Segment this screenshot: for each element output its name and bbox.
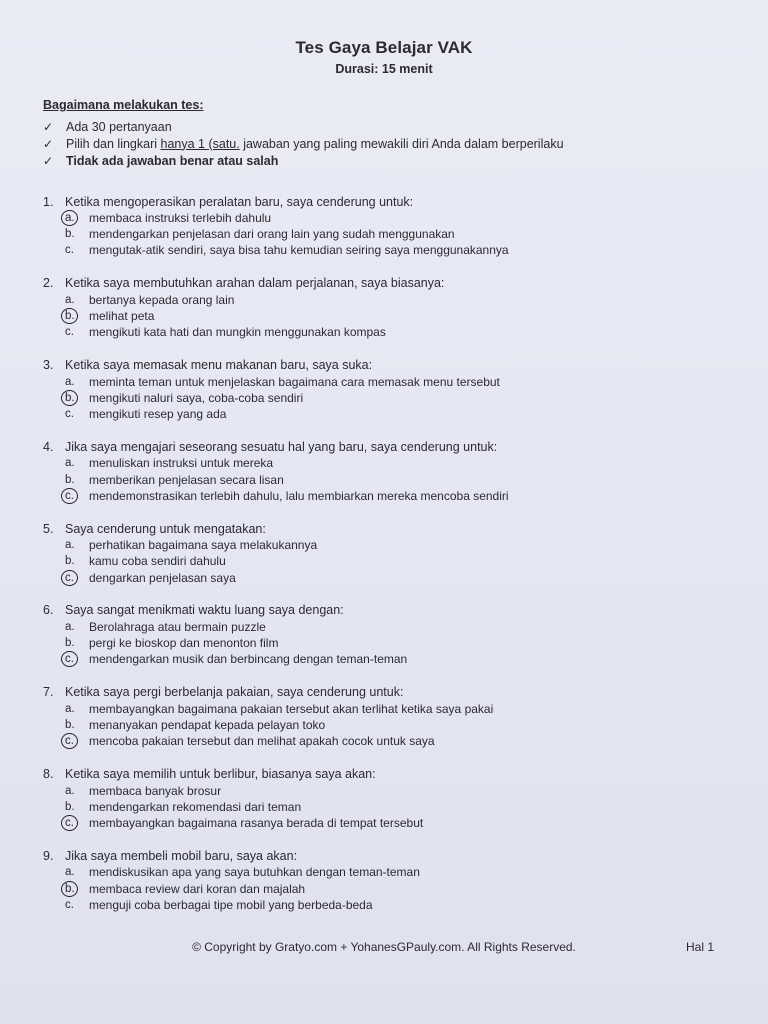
- question-text: Ketika saya membutuhkan arahan dalam perjalanan, saya biasanya:: [65, 276, 445, 291]
- question-list: [43, 193, 733, 929]
- answer-option: [43, 488, 733, 504]
- answer-option: [43, 570, 733, 586]
- option-text: mengikuti kata hati dan mungkin menggunakan kompas: [89, 325, 386, 340]
- instructions-list: [43, 118, 723, 169]
- option-letter: c.: [65, 408, 74, 421]
- circled-answer-letter: a.: [65, 212, 89, 224]
- option-text: memberikan penjelasan secara lisan: [89, 472, 284, 487]
- circled-answer-letter: c.: [65, 735, 89, 747]
- answer-option: [43, 701, 733, 717]
- option-letter: a.: [65, 784, 75, 797]
- option-letter: a.: [65, 375, 75, 388]
- question-line: [43, 602, 733, 619]
- circled-answer-letter: b.: [65, 883, 89, 895]
- instruction-text-underlined: hanya 1 (satu.: [160, 136, 240, 151]
- answer-option: [43, 210, 733, 226]
- circled-answer-letter: c.: [65, 817, 89, 829]
- circled-answer-letter: c.: [65, 572, 89, 584]
- option-text: Berolahraga atau bermain puzzle: [89, 620, 266, 635]
- question-number: 5.: [43, 521, 54, 536]
- instruction-text: Tidak ada jawaban benar atau salah: [66, 153, 279, 168]
- answer-option: [43, 324, 733, 340]
- question-text: Ketika saya memilih untuk berlibur, biasanya saya akan:: [65, 767, 376, 782]
- checkmark-icon: ✓: [43, 136, 54, 151]
- option-text: membaca instruksi terlebih dahulu: [89, 211, 272, 226]
- question-line: [43, 684, 733, 701]
- question-text: Ketika mengoperasikan peralatan baru, saya cenderung untuk:: [65, 194, 414, 209]
- option-text: mendengarkan rekomendasi dari teman: [89, 799, 302, 814]
- instruction-text-part: jawaban yang paling mewakili diri Anda dalam berperilaku: [239, 136, 564, 151]
- question-item: [43, 520, 733, 602]
- answer-option: [43, 783, 733, 799]
- option-text: meminta teman untuk menjelaskan bagaimana cara memasak menu tersebut: [89, 374, 500, 389]
- answer-option: [43, 619, 733, 635]
- option-text: perhatikan bagaimana saya melakukannya: [89, 538, 318, 553]
- question-item: [43, 602, 733, 684]
- circled-answer-letter: b.: [65, 310, 89, 322]
- instruction-item: [43, 152, 723, 169]
- option-text: mengikuti resep yang ada: [89, 407, 227, 422]
- answer-option: [43, 308, 733, 324]
- question-number: 7.: [43, 685, 54, 700]
- option-letter: c.: [65, 326, 74, 339]
- circled-answer-letter: b.: [65, 392, 89, 404]
- document-duration: Durasi: 15 menit: [335, 62, 433, 76]
- option-text: mendiskusikan apa yang saya butuhkan dengan teman-teman: [89, 865, 420, 880]
- instruction-text: [66, 137, 564, 151]
- option-letter: b.: [65, 555, 75, 568]
- option-letter: a.: [65, 539, 75, 552]
- circled-answer-letter: c.: [65, 490, 89, 502]
- option-letter: a.: [65, 866, 75, 879]
- question-line: [43, 438, 733, 455]
- question-line: [43, 766, 733, 783]
- option-text: pergi ke bioskop dan menonton film: [89, 636, 279, 651]
- question-number: 6.: [43, 603, 54, 618]
- option-text: bertanya kepada orang lain: [89, 292, 235, 307]
- option-letter: a.: [65, 293, 75, 306]
- answer-option: [43, 553, 733, 569]
- option-text: menanyakan pendapat kepada pelayan toko: [89, 718, 326, 733]
- option-letter: a.: [65, 702, 75, 715]
- option-letter: b.: [65, 228, 75, 241]
- question-item: [43, 684, 733, 766]
- circled-answer-letter: c.: [65, 653, 89, 665]
- option-letter: b.: [65, 637, 75, 650]
- question-line: [43, 193, 733, 210]
- option-text: kamu coba sendiri dahulu: [89, 554, 226, 569]
- question-text: Ketika saya pergi berbelanja pakaian, saya cenderung untuk:: [65, 685, 404, 700]
- instruction-text: Ada 30 pertanyaan: [66, 119, 172, 134]
- answer-option: [43, 815, 733, 831]
- question-item: [43, 357, 733, 439]
- option-text: mencoba pakaian tersebut dan melihat apakah cocok untuk saya: [89, 734, 435, 749]
- option-text: membayangkan bagaimana pakaian tersebut akan terlihat ketika saya pakai: [89, 701, 494, 716]
- question-item: [43, 766, 733, 848]
- option-letter: b.: [65, 800, 75, 813]
- checkmark-icon: ✓: [43, 119, 54, 134]
- option-text: mendemonstrasikan terlebih dahulu, lalu membiarkan mereka mencoba sendiri: [89, 488, 509, 503]
- question-item: [43, 193, 733, 275]
- instructions-heading: Bagaimana melakukan tes:: [43, 98, 204, 112]
- question-number: 2.: [43, 276, 54, 291]
- answer-option: [43, 406, 733, 422]
- question-item: [43, 847, 733, 929]
- answer-option: [43, 472, 733, 488]
- option-text: melihat peta: [89, 309, 155, 324]
- question-line: [43, 275, 733, 292]
- option-letter: a.: [65, 457, 75, 470]
- answer-option: [43, 635, 733, 651]
- question-item: [43, 275, 733, 357]
- question-line: [43, 847, 733, 864]
- question-item: [43, 438, 733, 520]
- answer-option: [43, 537, 733, 553]
- answer-option: [43, 864, 733, 880]
- document-title: Tes Gaya Belajar VAK: [295, 38, 473, 57]
- option-text: membaca review dari koran dan majalah: [89, 881, 306, 896]
- question-number: 1.: [43, 194, 54, 209]
- answer-option: [43, 242, 733, 258]
- option-letter: c.: [65, 898, 74, 911]
- question-text: Saya sangat menikmati waktu luang saya dengan:: [65, 603, 344, 618]
- question-number: 3.: [43, 358, 54, 373]
- option-text: membayangkan bagaimana rasanya berada di tempat tersebut: [89, 816, 424, 831]
- answer-option: [43, 374, 733, 390]
- answer-option: [43, 717, 733, 733]
- answer-option: [43, 651, 733, 667]
- instruction-item: [43, 135, 723, 152]
- option-text: menuliskan instruksi untuk mereka: [89, 456, 274, 471]
- option-letter: a.: [65, 621, 75, 634]
- answer-option: [43, 226, 733, 242]
- answer-option: [43, 881, 733, 897]
- instruction-text-part: Pilih dan lingkari: [66, 136, 161, 151]
- copyright-notice: © Copyright by Gratyo.com + YohanesGPauly.com. All Rights Reserved.: [192, 940, 576, 954]
- question-number: 8.: [43, 767, 54, 782]
- option-letter: b.: [65, 473, 75, 486]
- answer-option: [43, 733, 733, 749]
- question-text: Jika saya mengajari seseorang sesuatu hal yang baru, saya cenderung untuk:: [65, 439, 498, 454]
- answer-option: [43, 897, 733, 913]
- page-number: Hal 1: [686, 940, 715, 954]
- question-line: [43, 520, 733, 537]
- option-text: menguji coba berbagai tipe mobil yang berbeda-beda: [89, 897, 373, 912]
- question-text: Saya cenderung untuk mengatakan:: [65, 521, 266, 536]
- option-text: mengikuti naluri saya, coba-coba sendiri: [89, 390, 304, 405]
- instruction-item: [43, 118, 723, 135]
- question-number: 4.: [43, 439, 54, 454]
- question-number: 9.: [43, 848, 54, 863]
- option-text: dengarkan penjelasan saya: [89, 570, 236, 585]
- option-text: mendengarkan musik dan berbincang dengan teman-teman: [89, 652, 408, 667]
- option-letter: b.: [65, 719, 75, 732]
- answer-option: [43, 390, 733, 406]
- checkmark-icon: ✓: [43, 153, 54, 168]
- option-text: membaca banyak brosur: [89, 783, 222, 798]
- answer-option: [43, 455, 733, 471]
- option-text: mengutak-atik sendiri, saya bisa tahu kemudian seiring saya menggunakannya: [89, 243, 509, 258]
- question-text: Ketika saya memasak menu makanan baru, saya suka:: [65, 358, 373, 373]
- question-line: [43, 357, 733, 374]
- option-letter: c.: [65, 244, 74, 257]
- answer-option: [43, 292, 733, 308]
- answer-option: [43, 799, 733, 815]
- question-text: Jika saya membeli mobil baru, saya akan:: [65, 848, 298, 863]
- option-text: mendengarkan penjelasan dari orang lain yang sudah menggunakan: [89, 227, 455, 242]
